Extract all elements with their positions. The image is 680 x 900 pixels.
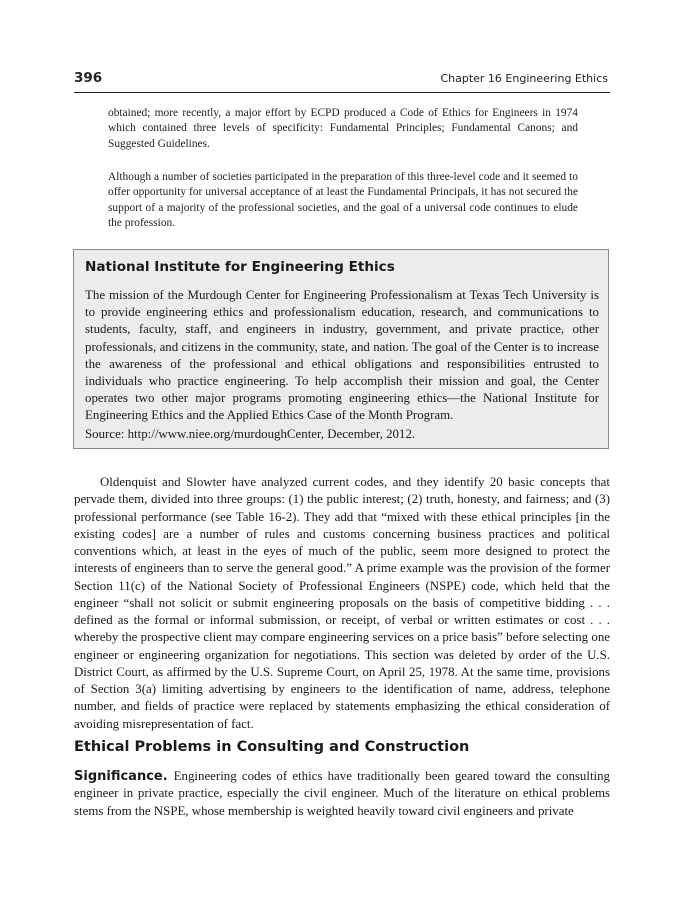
run-in-heading: Significance.: [74, 769, 168, 784]
section-heading: Ethical Problems in Consulting and Construction: [74, 739, 470, 755]
sidebar-source: Source: http://www.niee.org/murdoughCenter, December, 2012.: [85, 427, 416, 441]
quoted-paragraph-2: Although a number of societies participated in the preparation of this three-level code and it seemed to offer opportunity for universal acceptance of at least the Fundamental Principals, it has not secured the support of a majority of the professional societies, and the goal of a universal code continues to elude the profession.: [108, 171, 578, 229]
chapter-title: Chapter 16 Engineering Ethics: [440, 72, 608, 85]
page-number: 396: [74, 70, 103, 86]
sidebar-box: [73, 249, 609, 449]
sidebar-title: National Institute for Engineering Ethics: [85, 259, 395, 275]
significance-paragraph: [74, 768, 610, 820]
quoted-paragraph-1: obtained; more recently, a major effort by ECPD produced a Code of Ethics for Engineers in 1974 which contained three levels of specificity: Fundamental Principles; Fundamental Canons; and Suggested Guidelines.: [108, 107, 578, 150]
sidebar-body: The mission of the Murdough Center for Engineering Professionalism at Texas Tech University is to provide engineering ethics and professionalism education, research, and communications to students, faculty, staff, and engineers in industry, government, and private practice, other professionals, and citizens in the community, state, and nation. The goal of the Center is to increase the awareness of the professional and ethical obligations and responsibilities entrusted to individuals who practice engineering. To help accomplish their mission and goal, the Center operates two other major programs promoting engineering ethics—the National Institute for Engineering Ethics and the Applied Ethics Case of the Month Program.: [85, 288, 599, 423]
body-paragraph: Oldenquist and Slowter have analyzed current codes, and they identify 20 basic concepts that pervade them, divided into three groups: (1) the public interest; (2) truth, honesty, and fairness; and (3) professional performance (see Table 16-2). They add that “mixed with these ethical principles [in the existing codes] are a number of rules and customs concerning business practices and political conventions which, at least in the eyes of much of the public, seem more designed to protect the interests of engineers than to serve the general good.” A prime example was the provision of the former Section 11(c) of the National Society of Professional Engineers (NSPE) code, which held that the engineer “shall not solicit or submit engineering proposals on the basis of competitive bidding . . . defined as the formal or informal submission, or receipt, of verbal or written estimates or cost . . . whereby the prospective client may compare engineering services on a price basis” before selecting one engineer or engineering organization for negotiations. This section was deleted by order of the U.S. District Court, as affirmed by the U.S. Supreme Court, on April 25, 1978. At the same time, provisions of Section 3(a) limiting advertising by engineers to the identification of name, address, telephone number, and fields of practice were replaced by statements emphasizing the ethical consideration of avoiding misrepresentation of fact.: [74, 475, 610, 731]
running-header: [74, 70, 610, 93]
significance-text: Engineering codes of ethics have traditionally been geared toward the consulting engineer in private practice, especially the civil engineer. Much of the literature on ethical problems stems from the NSPE, whose membership is weighted heavily toward civil engineers and private: [74, 769, 610, 818]
